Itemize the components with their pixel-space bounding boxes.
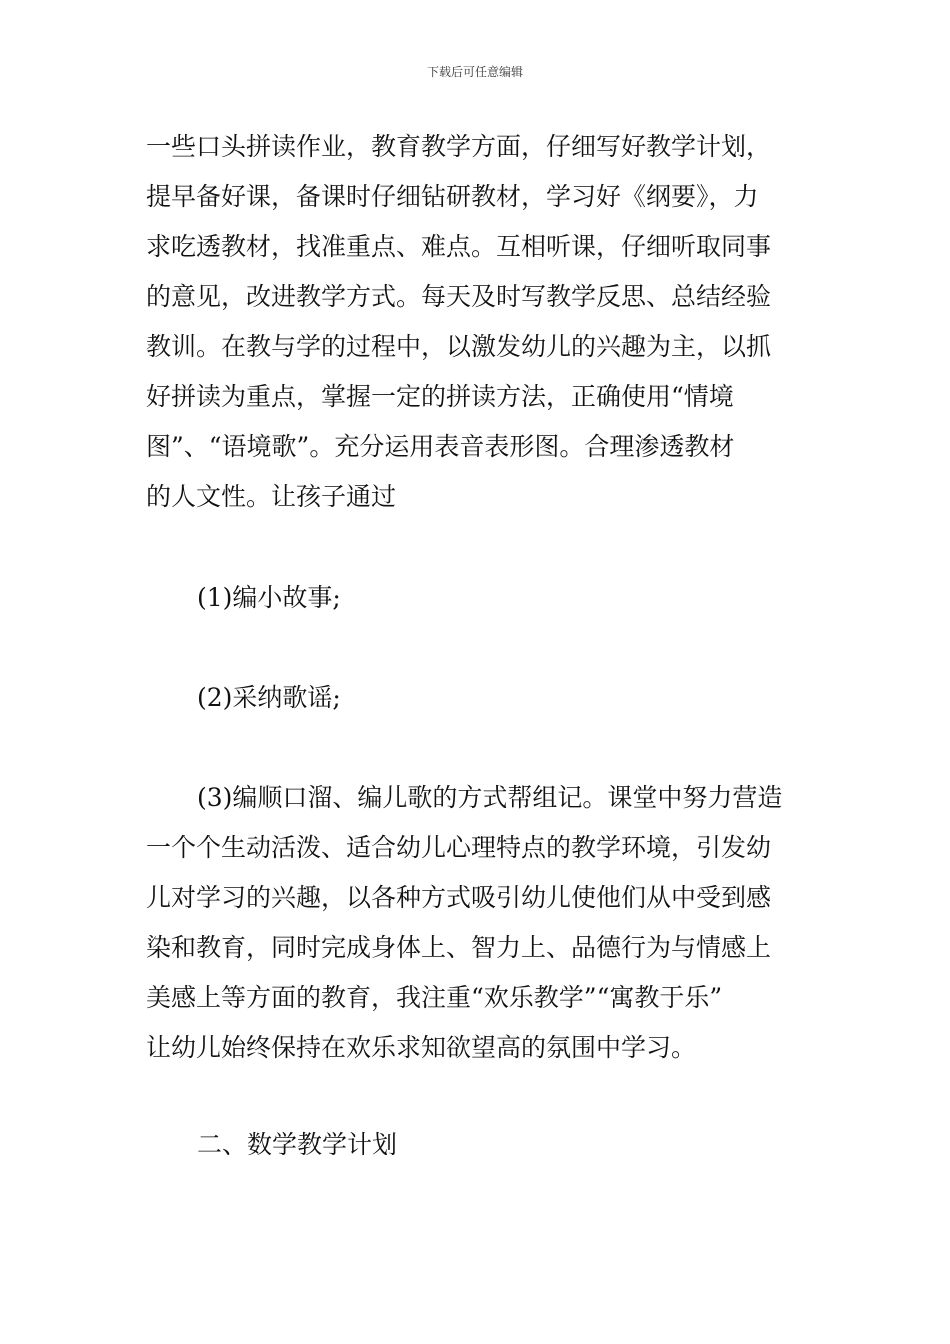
paragraph-line: 一个个生动活泼、适合幼儿心理特点的教学环境，引发幼 <box>146 833 772 862</box>
paragraph-line: 提早备好课，备课时仔细钻研教材，学习好《纲要》，力 <box>146 182 759 211</box>
list-item-1: (1)编小故事; <box>197 583 341 612</box>
paragraph-line: 一些口头拼读作业，教育教学方面，仔细写好教学计划， <box>146 132 772 161</box>
paragraph-line: 美感上等方面的教育，我注重“欢乐教学”“寓教于乐” <box>146 983 723 1012</box>
paragraph-line: 图”、“语境歌”。充分运用表音表形图。合理渗透教材 <box>146 432 735 461</box>
paragraph-line: 教训。在教与学的过程中，以激发幼儿的兴趣为主，以抓 <box>146 332 772 361</box>
paragraph-line: 儿对学习的兴趣，以各种方式吸引幼儿使他们从中受到感 <box>146 883 772 912</box>
paragraph-line: 的人文性。让孩子通过 <box>146 482 397 511</box>
paragraph-line: 好拼读为重点，掌握一定的拼读方法，正确使用“情境 <box>146 382 734 411</box>
list-item-2: (2)采纳歌谣; <box>197 683 341 712</box>
paragraph-line: 让幼儿始终保持在欢乐求知欲望高的氛围中学习。 <box>146 1033 697 1062</box>
paragraph-line: 的意见，改进教学方式。每天及时写教学反思、总结经验 <box>146 282 772 311</box>
paragraph-line: (3)编顺口溜、编儿歌的方式帮组记。课堂中努力营造 <box>197 783 783 812</box>
section-heading: 二、数学教学计划 <box>197 1130 398 1159</box>
paragraph-line: 染和教育，同时完成身体上、智力上、品德行为与情感上 <box>146 933 772 962</box>
paragraph-line: 求吃透教材，找准重点、难点。互相听课，仔细听取同事 <box>146 232 772 261</box>
page-header: 下载后可任意编辑 <box>426 65 523 79</box>
